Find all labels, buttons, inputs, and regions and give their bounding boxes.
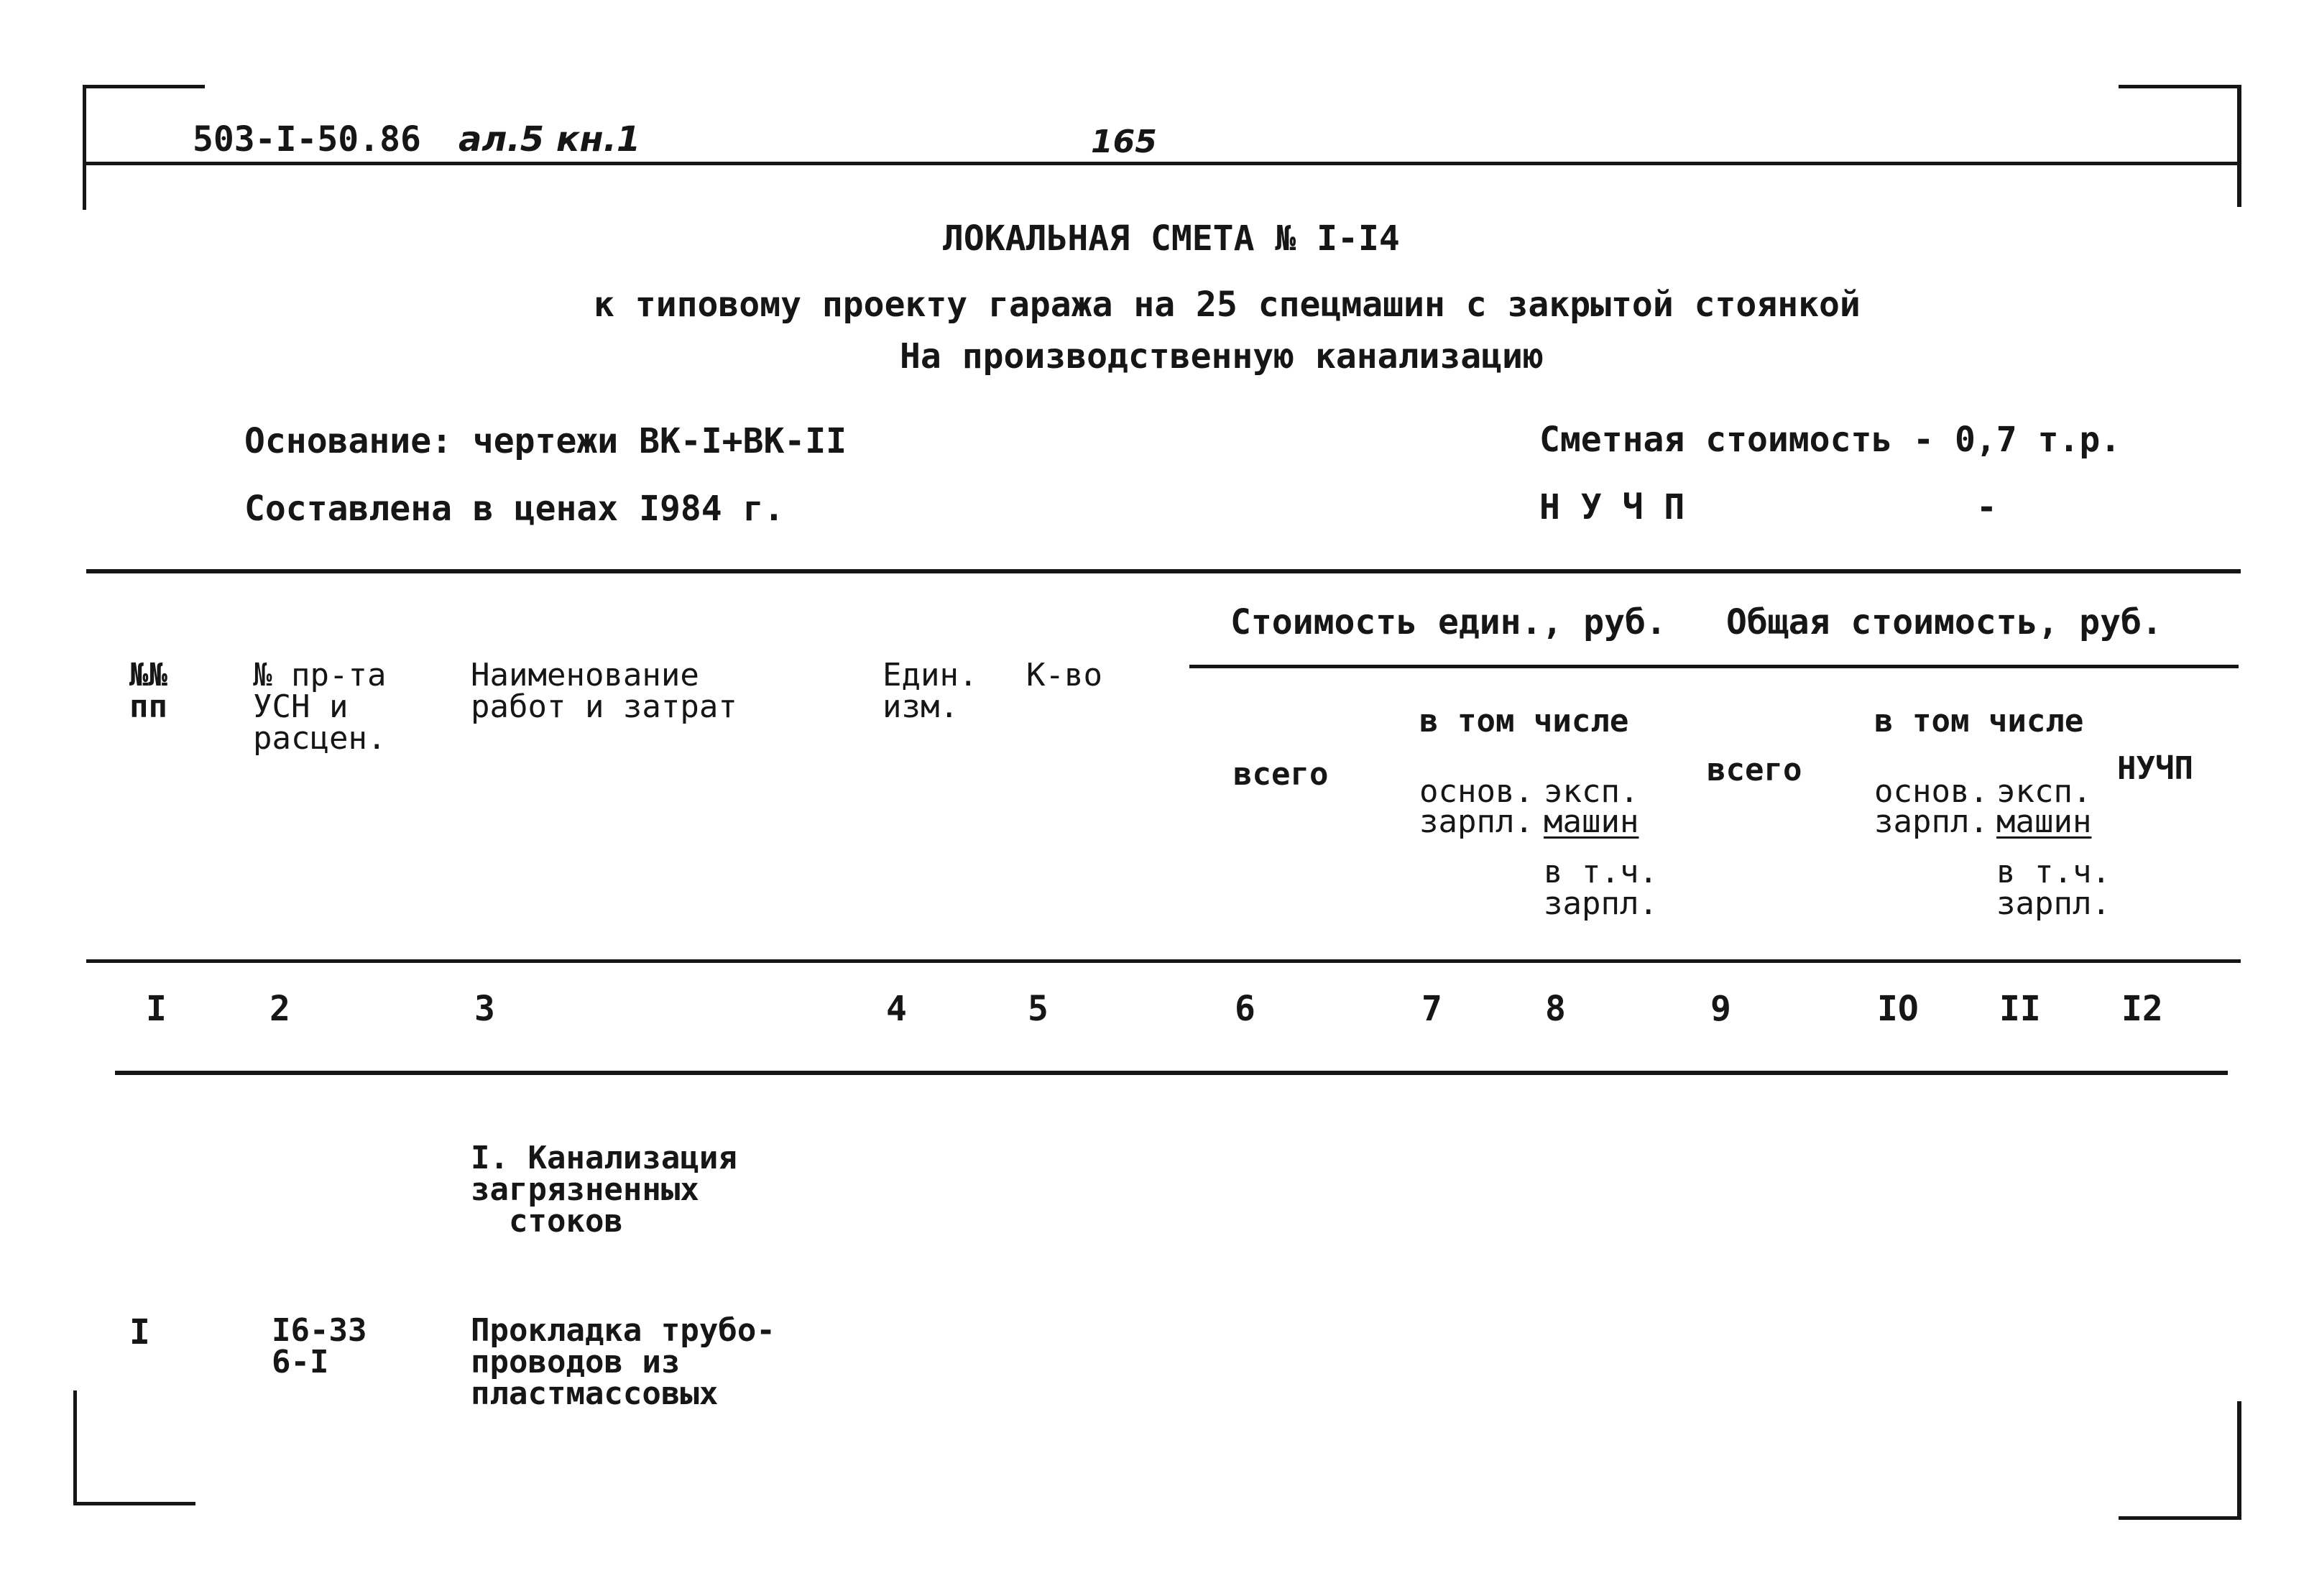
unit-basic-header: основ.	[1419, 773, 1534, 810]
unit-operation-header: эксп.	[1544, 773, 1639, 810]
estimate-title: ЛОКАЛЬНАЯ СМЕТА № I-I4	[943, 218, 1400, 259]
frame-bottom-right-tick	[2119, 1516, 2241, 1520]
estimated-cost: Сметная стоимость - 0,7 т.р.	[1539, 420, 2121, 460]
prices-line: Составлена в ценах I984 г.	[244, 489, 785, 529]
section-title: I. Канализация загрязненных стоков	[471, 1140, 737, 1240]
cost-group-rule	[1189, 665, 2239, 668]
unit-including-header: в том числе	[1419, 703, 1629, 739]
frame-top-right-tick	[2119, 85, 2241, 88]
frame-left-top	[83, 88, 86, 210]
estimate-subtitle: к типовому проекту гаража на 25 спецмашин с закрытой стоянкой	[594, 285, 1861, 325]
column-number: 9	[1710, 989, 1731, 1029]
frame-right-top	[2237, 85, 2241, 207]
column-numbers-rule	[115, 1071, 2228, 1075]
row-work-name: Прокладка трубо- проводов из пластмассовых	[471, 1312, 775, 1412]
total-machines-header: машин	[1996, 803, 2092, 840]
page-number: 165	[1091, 124, 1157, 160]
unit-machines-header: машин	[1544, 803, 1639, 840]
unit-cost-group-header: Стоимость един., руб.	[1230, 602, 1667, 642]
column-number: 5	[1028, 989, 1049, 1029]
column-number: 3	[474, 989, 495, 1029]
column-number: II	[1999, 989, 2041, 1029]
frame-left-bottom	[73, 1390, 77, 1505]
header-rule	[83, 162, 2239, 165]
column-number: 8	[1545, 989, 1566, 1029]
header-work-name: Наименование работ и затрат	[471, 657, 737, 725]
column-number: 6	[1235, 989, 1255, 1029]
frame-top-left-tick	[83, 85, 205, 88]
header-row-number: №№ пп	[129, 657, 167, 725]
header-unit: Един. изм.	[882, 657, 978, 725]
unit-total-header: всего	[1233, 756, 1329, 793]
header-quantity: К-во	[1026, 657, 1102, 693]
frame-bottom-left-tick	[73, 1502, 195, 1505]
album-note: ал.5 кн.1	[458, 119, 641, 160]
frame-right-bottom	[2237, 1401, 2241, 1520]
row-project-code: I6-33 6-I	[272, 1312, 367, 1380]
nuchp-label: Н У Ч П	[1539, 487, 1685, 527]
basis-line: Основание: чертежи ВК-I+ВК-II	[244, 421, 847, 461]
total-cost-group-header: Общая стоимость, руб.	[1726, 602, 2162, 642]
column-number: I2	[2121, 989, 2163, 1029]
total-basic-header: основ.	[1874, 773, 1988, 810]
row-number: I	[129, 1312, 150, 1352]
header-bottom-rule	[86, 959, 2241, 963]
nuchp-value: -	[1976, 487, 1997, 527]
estimate-purpose: На производственную канализацию	[900, 336, 1544, 377]
column-number: I	[146, 989, 167, 1029]
column-number: IO	[1877, 989, 1919, 1029]
column-number: 7	[1421, 989, 1442, 1029]
unit-wages-header: зарпл.	[1419, 803, 1534, 840]
total-machine-wages-header: в т.ч. зарпл.	[1996, 854, 2111, 922]
column-number: 2	[269, 989, 290, 1029]
header-nuchp: НУЧП	[2117, 750, 2193, 787]
header-project-code: № пр-та УСН и расцен.	[253, 657, 387, 757]
column-number: 4	[886, 989, 907, 1029]
document-code: 503-I-50.86	[193, 119, 421, 160]
table-top-rule	[86, 569, 2241, 573]
unit-machine-wages-header: в т.ч. зарпл.	[1544, 854, 1658, 922]
total-including-header: в том числе	[1874, 703, 2084, 739]
total-operation-header: эксп.	[1996, 773, 2092, 810]
total-wages-header: зарпл.	[1874, 803, 1988, 840]
total-total-header: всего	[1707, 752, 1802, 788]
